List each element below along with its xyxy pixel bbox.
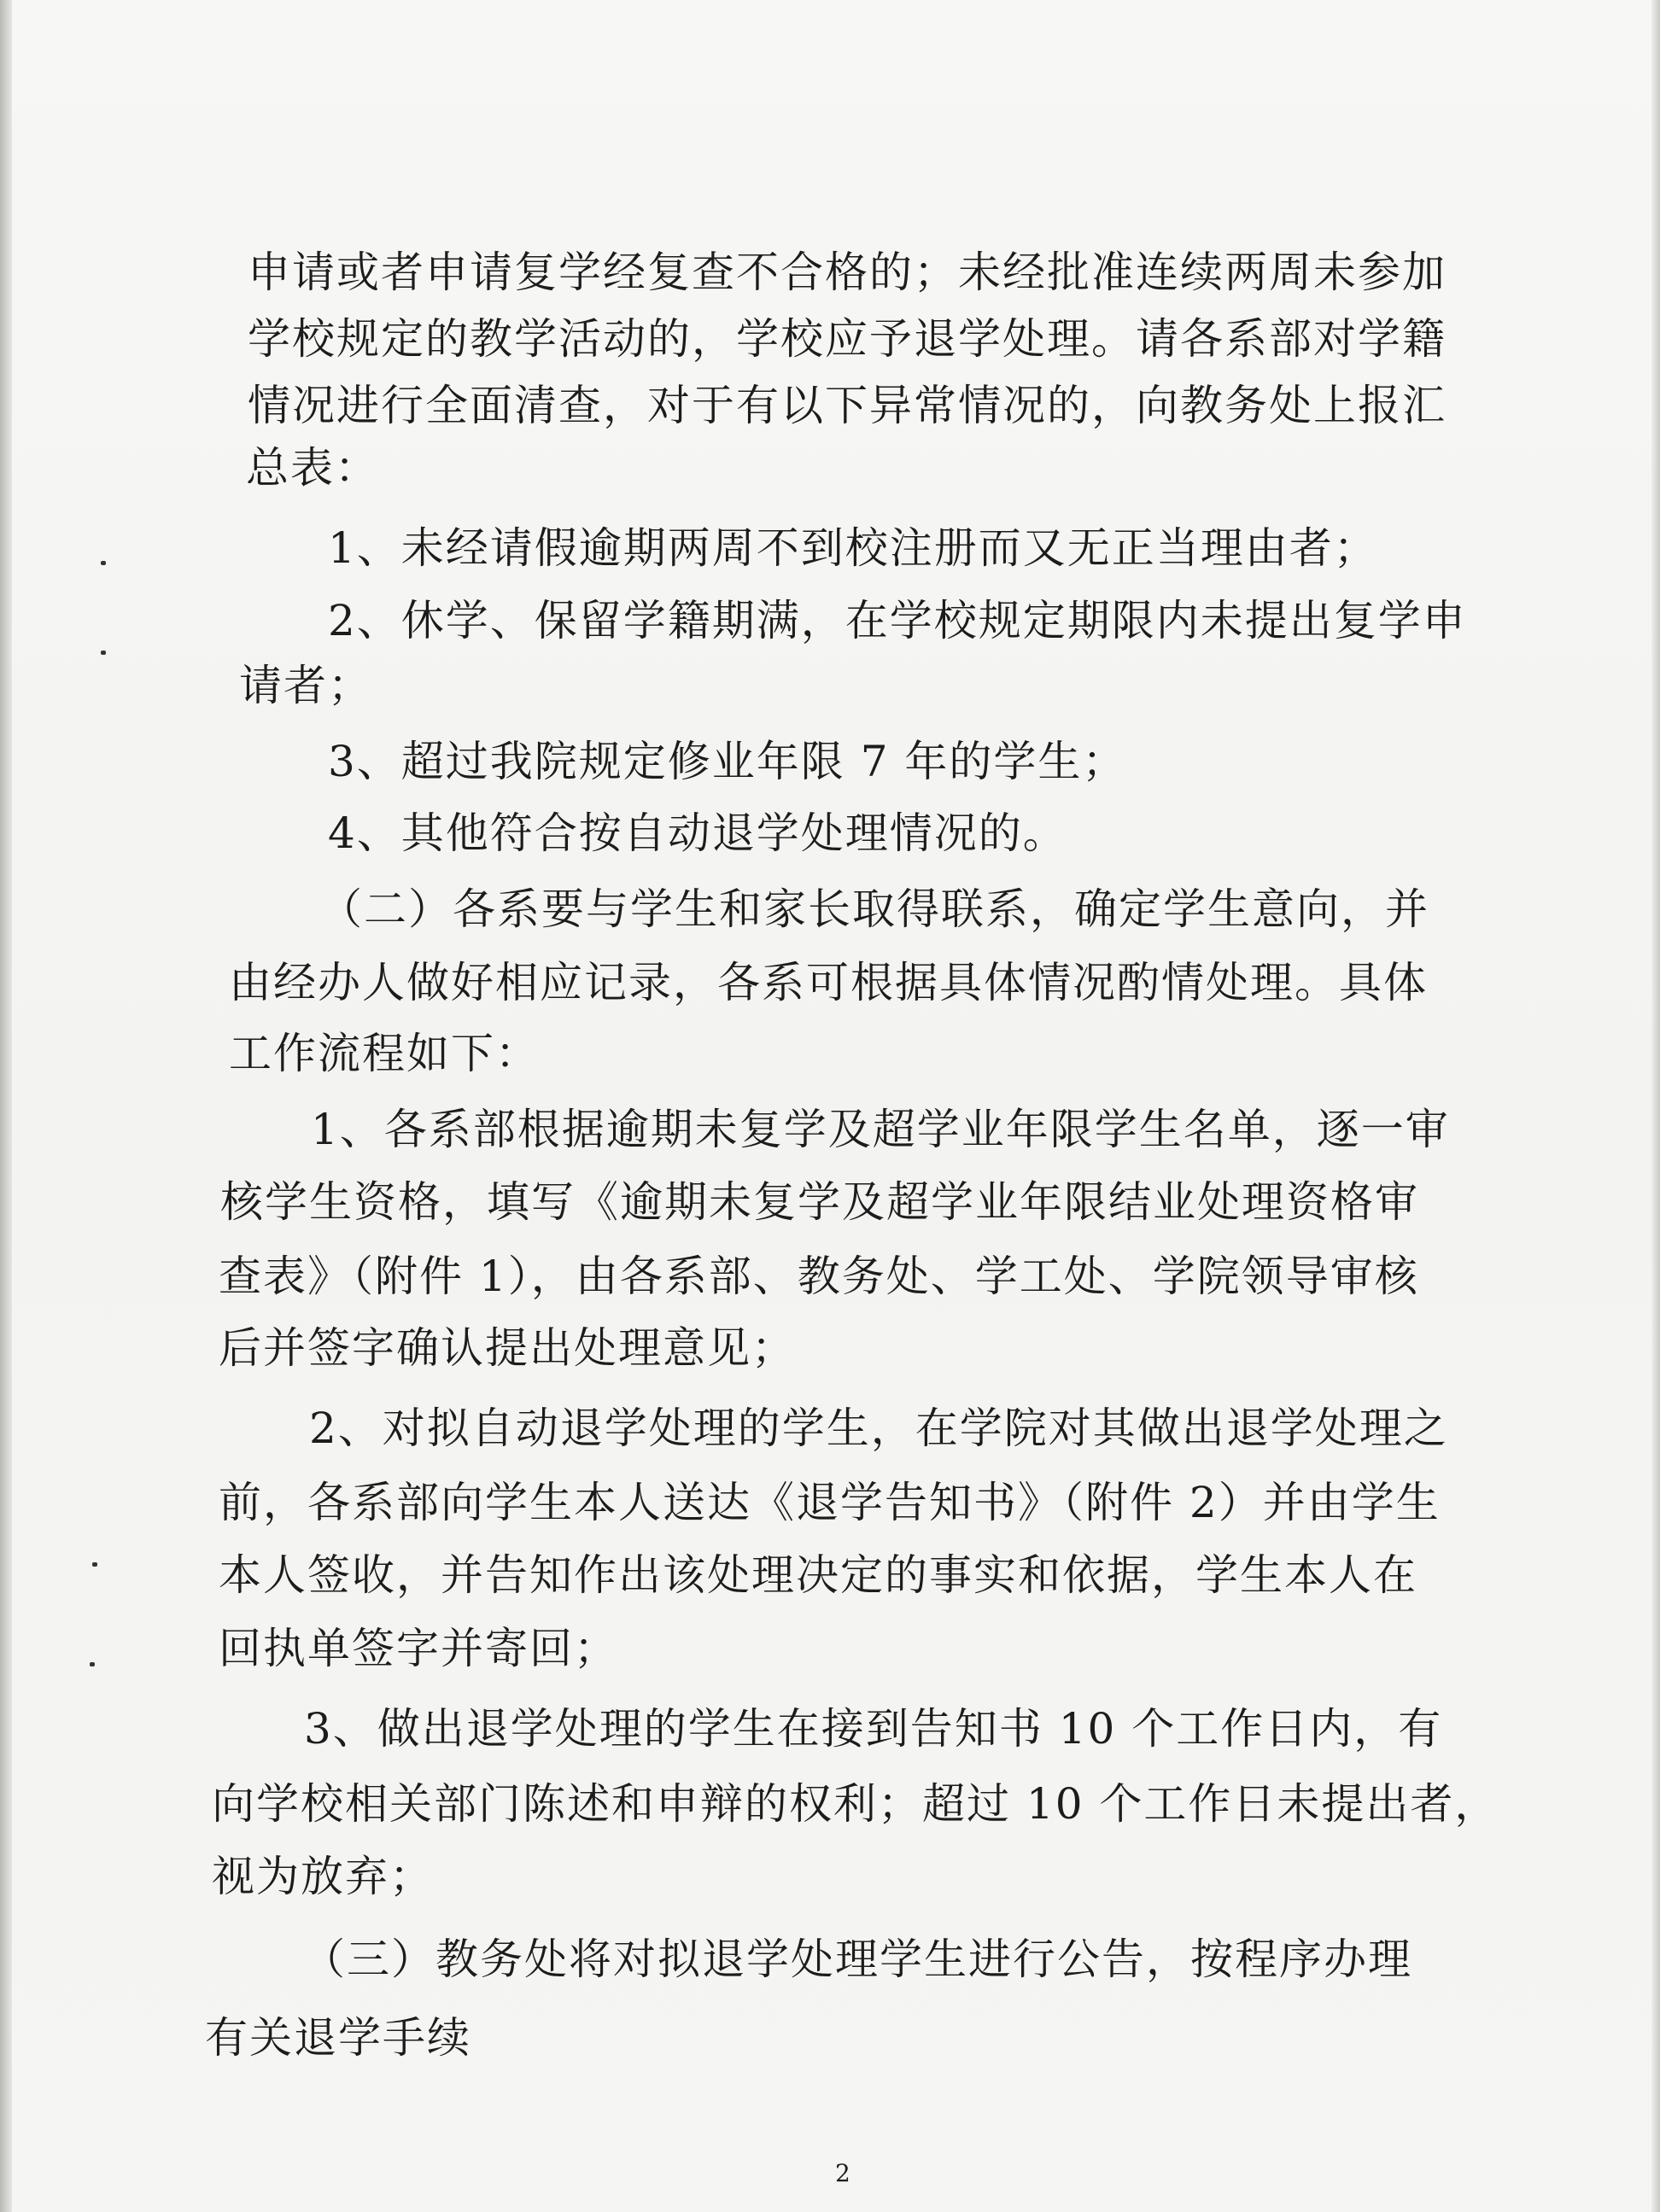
step-1-cont-3: 后并签字确认提出处理意见； (219, 1323, 796, 1373)
list-item-1: 1、未经请假逾期两周不到校注册而又无正当理由者； (328, 523, 1378, 573)
step-1: 1、各系部根据逾期未复学及超学业年限学生名单，逐一审 (311, 1105, 1450, 1154)
list-item-4: 4、其他符合按自动退学处理情况的。 (328, 808, 1067, 858)
list-item-2-cont: 请者； (239, 661, 372, 710)
text-line-1: 申请或者申请复学经复查不合格的；未经批准连续两周未参加 (248, 248, 1447, 297)
step-3-cont-2: 视为放弃； (212, 1852, 434, 1901)
step-3: 3、做出退学处理的学生在接到告知书 10 个工作日内，有 (304, 1704, 1443, 1754)
page-number: 2 (835, 2159, 850, 2187)
step-2-cont-2: 本人签收，并告知作出该处理决定的事实和依据，学生本人在 (219, 1550, 1417, 1600)
scan-speck (101, 561, 106, 565)
step-2-cont-1: 前，各系部向学生本人送达《退学告知书》（附件 2）并由学生 (219, 1478, 1441, 1527)
scan-speck (101, 651, 106, 655)
text-line-25: 有关退学手续 (205, 2013, 471, 2063)
section-three-heading: （三）教务处将对拟退学处理学生进行公告，按程序办理 (302, 1935, 1412, 1984)
list-item-2: 2、休学、保留学籍期满，在学校规定期限内未提出复学申 (328, 596, 1467, 645)
step-2-cont-3: 回执单签字并寄回； (219, 1624, 618, 1673)
step-3-cont-1: 向学校相关部门陈述和申辩的权利；超过 10 个工作日未提出者， (212, 1779, 1499, 1829)
text-line-2: 学校规定的教学活动的，学校应予退学处理。请各系部对学籍 (248, 314, 1447, 364)
list-item-3: 3、超过我院规定修业年限 7 年的学生； (328, 737, 1127, 786)
scan-edge-right (1651, 0, 1660, 2212)
scan-speck (92, 1562, 97, 1567)
step-1-cont-2: 查表》（附件 1），由各系部、教务处、学工处、学院领导审核 (219, 1252, 1419, 1301)
text-line-4: 总表： (246, 443, 379, 493)
step-1-cont-1: 核学生资格，填写《逾期未复学及超学业年限结业处理资格审 (220, 1177, 1419, 1227)
scan-edge-left (0, 0, 12, 2212)
text-line-11: 由经办人做好相应记录，各系可根据具体情况酌情处理。具体 (229, 958, 1428, 1007)
step-2: 2、对拟自动退学处理的学生，在学院对其做出退学处理之 (309, 1404, 1448, 1453)
section-two-heading: （二）各系要与学生和家长取得联系，确定学生意向，并 (319, 884, 1429, 934)
text-line-12: 工作流程如下： (229, 1029, 540, 1078)
text-line-3: 情况进行全面清查，对于有以下异常情况的，向教务处上报汇 (248, 381, 1447, 430)
scan-speck (90, 1662, 95, 1666)
